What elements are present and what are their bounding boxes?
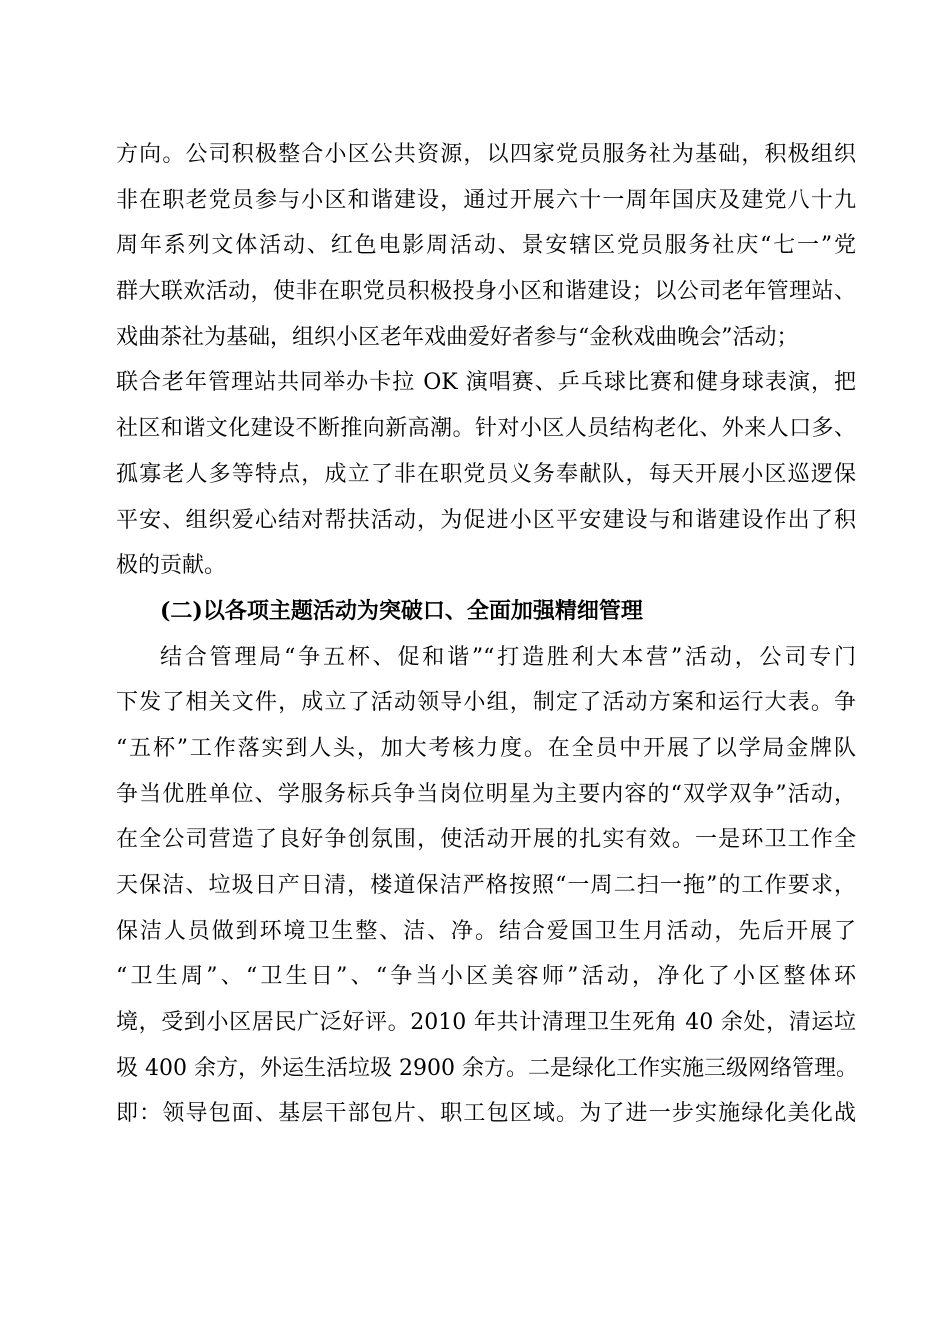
document-body	[116, 132, 856, 1137]
section-heading	[116, 589, 856, 635]
text-line: 下发了相关文件，成立了活动领导小组，制定了活动方案和运行大表。争	[116, 690, 856, 716]
text-line: 戏曲茶社为基础，组织小区老年戏曲爱好者参与“金秋戏曲晚会”活动；	[116, 324, 799, 350]
text-line: 方向。公司积极整合小区公共资源，以四家党员服务社为基础，积极组织	[116, 142, 856, 167]
paragraph-2	[116, 635, 856, 1138]
text-line: 极的贡献。	[116, 553, 227, 579]
heading-text: (二)以各项主题活动为突破口、全面加强精细管理	[160, 597, 643, 624]
text-line: 孤寡老人多等特点，成立了非在职党员义务奉献队，每天开展小区巡逻保	[116, 461, 856, 487]
text-line: 即：领导包面、基层干部包片、职工包区域。为了进一步实施绿化美化战	[116, 1101, 856, 1127]
text-line: 圾 400 余方，外运生活垃圾 2900 余方。二是绿化工作实施三级网络管理。	[116, 1055, 858, 1081]
text-line: 群大联欢活动，使非在职党员积极投身小区和谐建设；以公司老年管理站、	[116, 279, 856, 305]
text-line: 联合老年管理站共同举办卡拉 OK 演唱赛、乒乓球比赛和健身球表演，把	[116, 370, 856, 396]
text-line: “五杯”工作落实到人头，加大考核力度。在全员中开展了以学局金牌队	[116, 735, 856, 761]
text-line: “卫生周”、“卫生日”、“争当小区美容师”活动，净化了小区整体环	[116, 964, 856, 990]
text-line: 非在职老党员参与小区和谐建设，通过开展六十一周年国庆及建党八十九	[116, 187, 856, 213]
text-line: 平安、组织爱心结对帮扶活动，为促进小区平安建设与和谐建设作出了积	[116, 507, 856, 533]
text-line: 社区和谐文化建设不断推向新高潮。针对小区人员结构老化、外来人口多、	[116, 416, 856, 442]
paragraph-1	[116, 132, 856, 589]
text-line: 周年系列文体活动、红色电影周活动、景安辖区党员服务社庆“七一”党	[116, 233, 856, 259]
text-line: 境，受到小区居民广泛好评。2010 年共计清理卫生死角 40 余处，清运垃	[116, 1010, 856, 1036]
text-line: 在全公司营造了良好争创氛围，使活动开展的扎实有效。一是环卫工作全	[116, 827, 856, 853]
text-line: 天保洁、垃圾日产日清，楼道保洁严格按照“一周二扫一拖”的工作要求，	[116, 873, 856, 898]
text-line: 保洁人员做到环境卫生整、洁、净。结合爱国卫生月活动，先后开展了	[116, 918, 856, 944]
text-line: 结合管理局“争五杯、促和谐”“打造胜利大本营”活动，公司专门	[160, 644, 856, 670]
text-line: 争当优胜单位、学服务标兵争当岗位明星为主要内容的“双学双争”活动，	[116, 781, 856, 807]
